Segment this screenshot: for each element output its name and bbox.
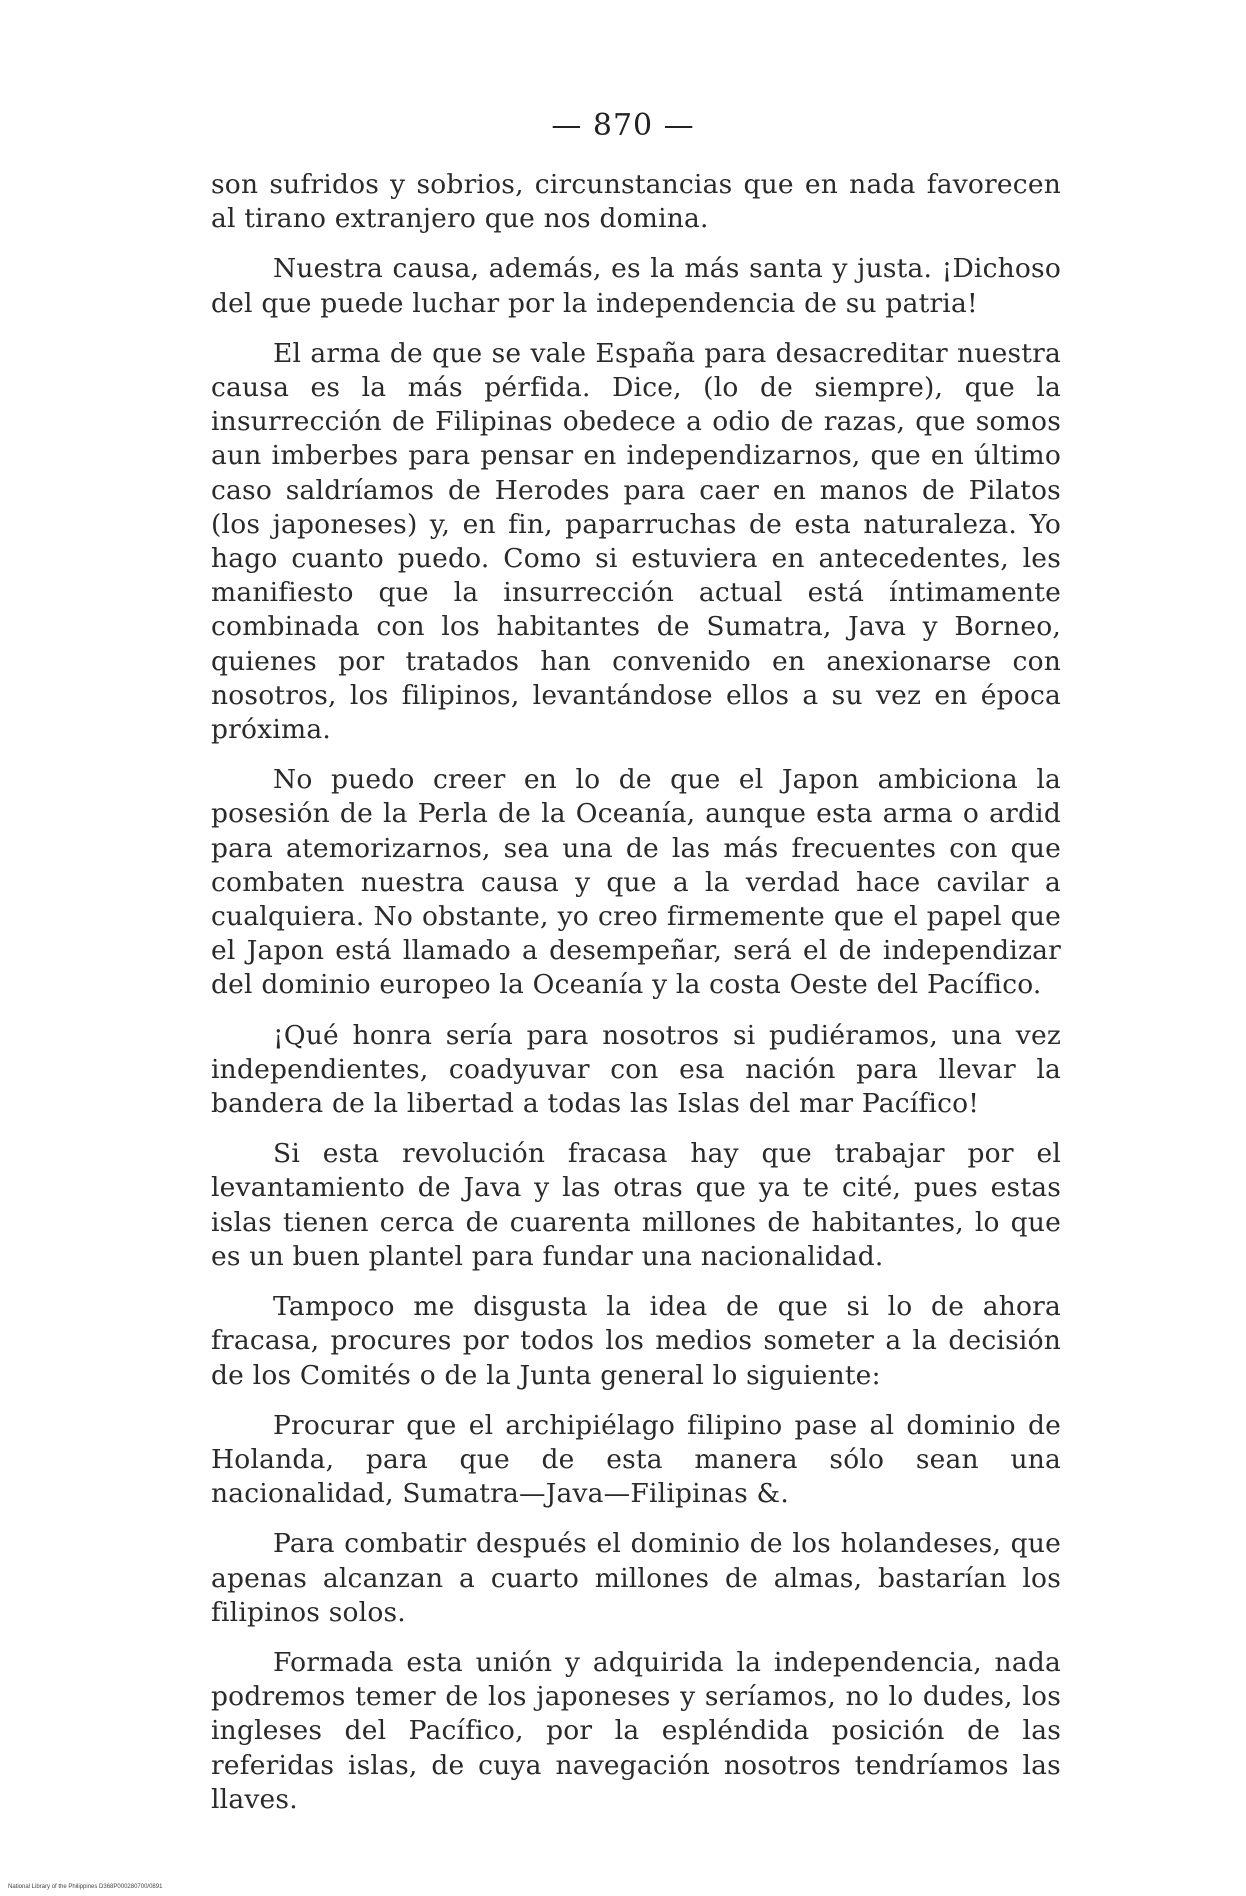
body-text [211,168,1061,1833]
paragraph-3: El arma de que se vale España para desacreditar nuestra causa es la más pérfida. Dice, (lo de siempre), que la insurrección de Filipinas obedece a odio de razas, que somos aun imberbes para pensar en independizarnos, que en último caso saldríamos de Herodes para caer en manos de Pilatos (los japoneses) y, en fin, paparruchas de esta naturaleza. Yo hago cuanto puedo. Como si estuviera en antecedentes, les manifiesto que la insurrección actual está íntimamente combinada con los habitantes de Sumatra, Java y Borneo, quienes por tratados han convenido en anexionarse con nosotros, los filipinos, levantándose ellos a su vez en época próxima. [211,337,1061,746]
page-number: — 870 — [551,108,695,143]
paragraph-5: ¡Qué honra sería para nosotros si pudiéramos, una vez independientes, coadyuvar con esa nación para llevar la bandera de la libertad a todas las Islas del mar Pacífico! [211,1019,1061,1120]
paragraph-1: son sufridos y sobrios, circunstancias que en nada favorecen al tirano extranjero que nos domina. [211,169,1061,235]
paragraph-7: Tampoco me disgusta la idea de que si lo de ahora fracasa, procures por todos los medios someter a la decisión de los Comités o de la Junta general lo siguiente: [211,1291,1061,1391]
paragraph-8: Procurar que el archipiélago filipino pase al dominio de Holanda, para que de esta manera sólo sean una nacionalidad, Sumatra—Java—Filipinas &. [211,1409,1061,1510]
paragraph-4: No puedo creer en lo de que el Japon ambiciona la posesión de la Perla de la Oceanía, aunque esta arma o ardid para atemorizarnos, sea una de las más frecuentes con que combaten nuestra causa y que a la verdad hace cavilar a cualquiera. No obstante, yo creo firmemente que el papel que el Japon está llamado a desempeñar, será el de independizar del dominio europeo la Oceanía y la costa Oeste del Pacífico. [211,764,1061,1001]
paragraph-10: Formada esta unión y adquirida la independencia, nada podremos temer de los japoneses y seríamos, no lo dudes, los ingleses del Pacífico, por la espléndida posición de las referidas islas, de cuya navegación nosotros tendríamos las llaves. [211,1646,1061,1815]
footer-credit: National Library of the Philippines D368P000280700/0891 [8,1884,163,1890]
paragraph-9: Para combatir después el dominio de los holandeses, que apenas alcanzan a cuarto millones de almas, bastarían los filipinos solos. [211,1528,1061,1628]
paragraph-6: Si esta revolución fracasa hay que trabajar por el levantamiento de Java y las otras que ya te cité, pues estas islas tienen cerca de cuarenta millones de habitantes, lo que es un buen plantel para fundar una nacionalidad. [211,1138,1061,1272]
paragraph-2: Nuestra causa, además, es la más santa y justa. ¡Dichoso del que puede luchar por la independencia de su patria! [211,253,1061,319]
